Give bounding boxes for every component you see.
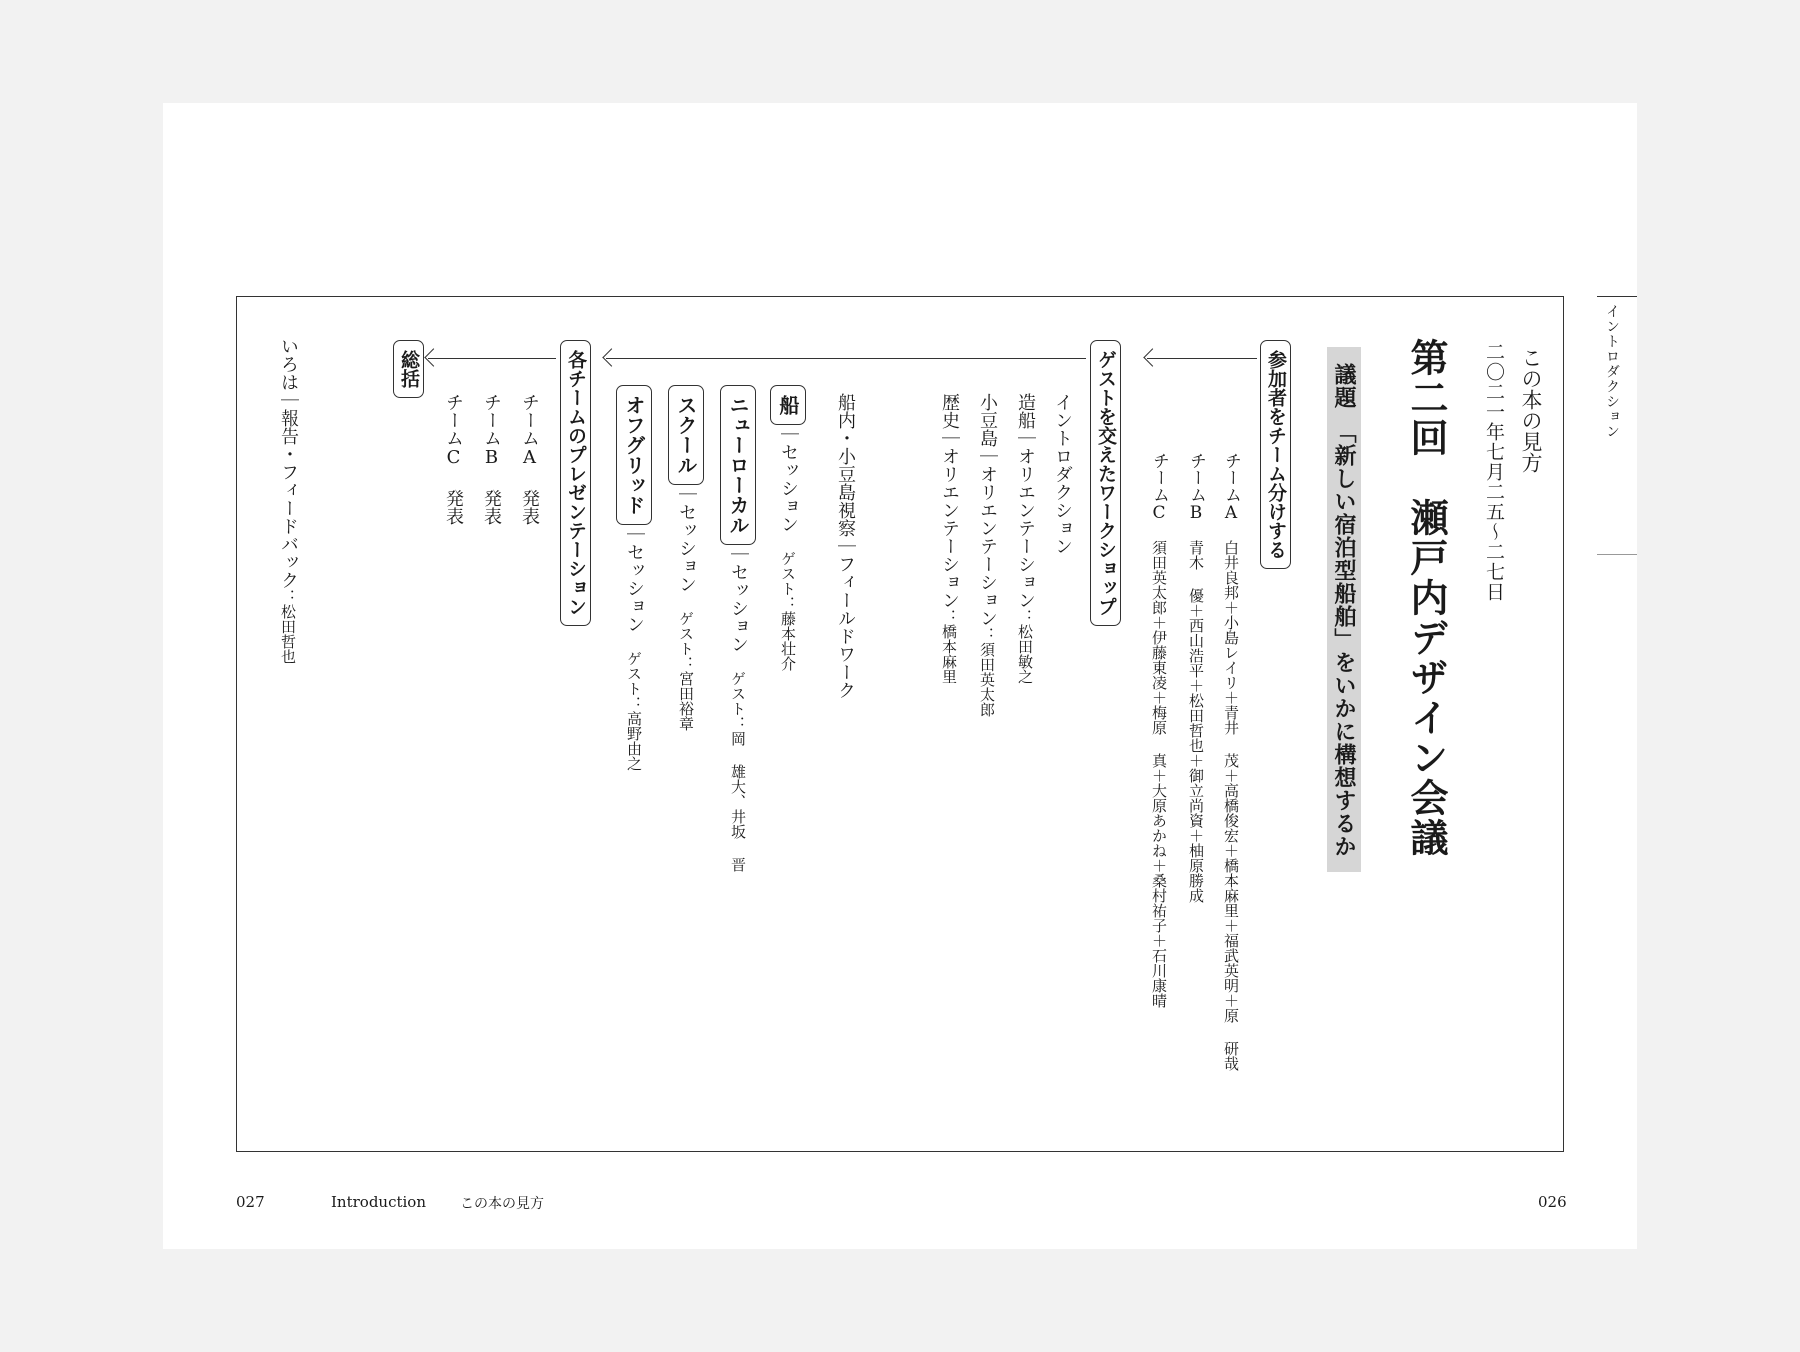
presentation-item: チームB 発表 [481, 393, 502, 525]
session-row: ニューローカル｜セッション ゲスト：岡 雄大、井坂 晋 [728, 385, 748, 872]
session-row: オフグリッド｜セッション ゲスト：高野由之 [624, 385, 644, 771]
page-heading: この本の見方 [1519, 347, 1543, 473]
content-frame [236, 296, 1564, 1152]
session-label: ニューローカル [720, 385, 756, 545]
step-label-team-division: 参加者をチーム分けする [1260, 340, 1291, 569]
summary-item: いろは｜報告・フィードバック：松田哲也 [278, 337, 299, 664]
workshop-item: 歴史｜オリエンテーション：橋本麻里 [939, 393, 960, 684]
team-row: チームA 白井良邦＋小島レイリ＋青井 茂＋高橋俊宏＋橋本麻里＋福武英明＋原 研哉 [1221, 452, 1241, 1071]
agenda-label: 議題 [1331, 363, 1357, 409]
footer-section-en: Introduction [331, 1193, 426, 1211]
team-row: チームC 須田英太郎＋伊藤東凌＋梅原 真＋大原あかね＋桑村祐子＋石川康晴 [1149, 452, 1169, 1008]
workshop-item: 造船｜オリエンテーション：松田敏之 [1015, 393, 1036, 684]
page-number-right: 026 [1538, 1193, 1567, 1211]
presentation-item: チームC 発表 [443, 393, 464, 525]
team-row: チームB 青木 優＋西山浩平＋松田哲也＋御立尚資＋柚原勝成 [1186, 452, 1206, 903]
workshop-item: イントロダクション [1052, 393, 1073, 555]
meeting-title: 第二回 瀬戸内デザイン会議 [1404, 338, 1449, 858]
session-label: スクール [668, 385, 704, 485]
session-label: 船 [770, 385, 806, 425]
step-label-summary: 総括 [393, 340, 424, 398]
session-label: オフグリッド [616, 385, 652, 525]
page-number-left: 027 [236, 1193, 265, 1211]
session-row: スクール｜セッション ゲスト：宮田裕章 [676, 385, 696, 731]
workshop-item: 小豆島｜オリエンテーション：須田英太郎 [977, 393, 998, 717]
workshop-item: 船内・小豆島視察｜フィールドワーク [835, 393, 856, 699]
step-label-presentations: 各チームのプレゼンテーション [560, 340, 591, 626]
presentation-item: チームA 発表 [519, 393, 540, 525]
step-label-workshop: ゲストを交えたワークショップ [1090, 340, 1121, 626]
agenda-text: 「新しい宿泊型船舶」をいかに構想するか [1331, 432, 1357, 858]
section-tab-label: イントロダクション [1604, 304, 1620, 439]
session-row: 船｜セッション ゲスト：藤本壮介 [778, 385, 798, 671]
flow-arrow [428, 358, 556, 359]
agenda-highlight [1327, 347, 1361, 872]
footer-section-jp: この本の見方 [460, 1196, 544, 1212]
flow-arrow [1147, 358, 1257, 359]
flow-arrow [606, 358, 1086, 359]
meeting-date: 二〇二一年七月二五〜二七日 [1483, 342, 1505, 602]
